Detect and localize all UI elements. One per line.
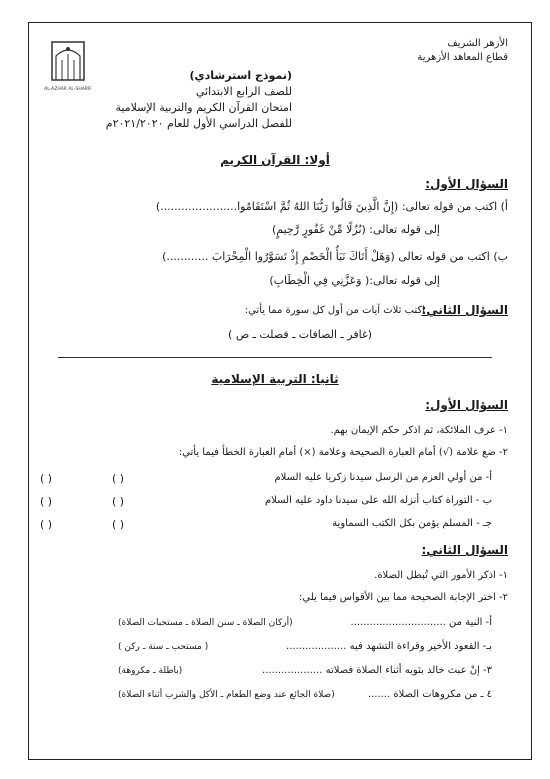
model-label: (نموذج استرشادي)	[189, 69, 292, 82]
part1-q1-label: السؤال الأول:	[425, 177, 508, 191]
al-azhar-logo	[44, 36, 92, 94]
part2-q1-item2: ٢- ضع علامة (√) أمام العبارة الصحيحة وعلامة (×) أمام العبارة الخطأ فيما يأتي:	[178, 447, 508, 458]
answer-slot-1[interactable]: ( )	[112, 472, 125, 485]
choice-2-options: ( مستحب ـ سنة ـ ركن )	[118, 642, 209, 652]
grade-label: للصف الرابع الابتدائي	[195, 85, 292, 98]
choice-2-stem: بـ- القعود الأخير وقراءة التشهد فيه ...................	[286, 641, 492, 652]
part2-q1-label: السؤال الأول:	[425, 398, 508, 412]
choice-4-options: (صلاة الجائع عند وضع الطعام ـ الأكل والشرب أثناء الصلاة)	[118, 690, 335, 700]
part1-q1-b: ب) اكتب من قوله تعالى (وَهَلْ أَتَاكَ نَبَأُ الْخَصْمِ إِذْ تَسَوَّرُوا الْمِحْرَابَ ............)	[162, 250, 508, 263]
choice-1-options: (أركان الصلاة ـ سنن الصلاة ـ مستحبات الصلاة)	[118, 618, 293, 628]
part1-q2-text: اكتب ثلاث آيات من أول كل سورة مما يأتي:	[244, 305, 425, 316]
part2-title: ثانيا: التربية الإسلامية	[211, 372, 339, 386]
answer-slot-2[interactable]: ( )	[112, 495, 125, 508]
answer-slot-2b[interactable]: ( )	[40, 495, 53, 508]
part2-q2-label: السؤال الثاني:	[421, 543, 508, 557]
statement-1: أ- من أولي العزم من الرسل سيدنا زكريا عليه السلام	[274, 472, 492, 483]
statement-2: ب - التوراة كتاب أنزله الله على سيدنا داود عليه السلام	[264, 495, 492, 506]
statement-3: جـ - المسلم يؤمن بكل الكتب السماوية	[332, 518, 492, 529]
part1-q2-surahs: (غافر ـ الصافات ـ فصلت ـ ص )	[228, 328, 372, 341]
answer-slot-3[interactable]: ( )	[112, 518, 125, 531]
exam-title: امتحان القرآن الكريم والتربية الإسلامية	[115, 101, 292, 114]
part1-q1-a: أ) اكتب من قوله تعالى: (إِنَّ الَّذِينَ قَالُوا رَبُّنَا اللهُ ثُمَّ اسْتَقَامُوا......................)	[155, 200, 508, 213]
header-authority: الأزهر الشريف	[447, 38, 508, 49]
header-sector: قطاع المعاهد الأزهرية	[417, 52, 508, 63]
choice-3-stem: ٣- إنْ عبث خالد بثوبه أثناء الصلاة فصلاته ...................	[262, 665, 492, 676]
choice-3-options: (باطلة ـ مكروهة)	[118, 666, 183, 676]
part1-title: أولا: القرآن الكريم	[220, 153, 330, 167]
part1-q2-label: السؤال الثاني:	[421, 303, 508, 317]
choice-1-stem: أ- النية من ..............................	[350, 617, 492, 628]
part2-q2-item2: ٢- اختر الإجابة الصحيحة مما بين الأقواس فيما يلي:	[299, 592, 508, 603]
part2-q1-item1: ١- عرف الملائكة، ثم اذكر حكم الإيمان بهم.	[330, 425, 508, 436]
answer-slot-1b[interactable]: ( )	[40, 472, 53, 485]
part1-q1-a-to: إلى قوله تعالى: (نُزُلًا مِّنْ غَفُورٍ رَّحِيمٍ)	[271, 223, 440, 236]
term-label: للفصل الدراسي الأول للعام ٢٠٢١/٢٠٢٠م	[105, 117, 292, 130]
choice-4-stem: ٤ ـ من مكروهات الصلاة .......	[367, 689, 492, 700]
logo-caption: AL-AZHAR AL-SHARIF	[44, 87, 92, 92]
answer-slot-3b[interactable]: ( )	[40, 518, 53, 531]
section-divider	[58, 357, 492, 358]
part2-q2-item1: ١- اذكر الأمور التي تُبطل الصلاة.	[374, 570, 508, 581]
part1-q1-b-to: إلى قوله تعالى:( وَعَزَّنِي فِي الْخِطَابِ)	[269, 274, 440, 287]
